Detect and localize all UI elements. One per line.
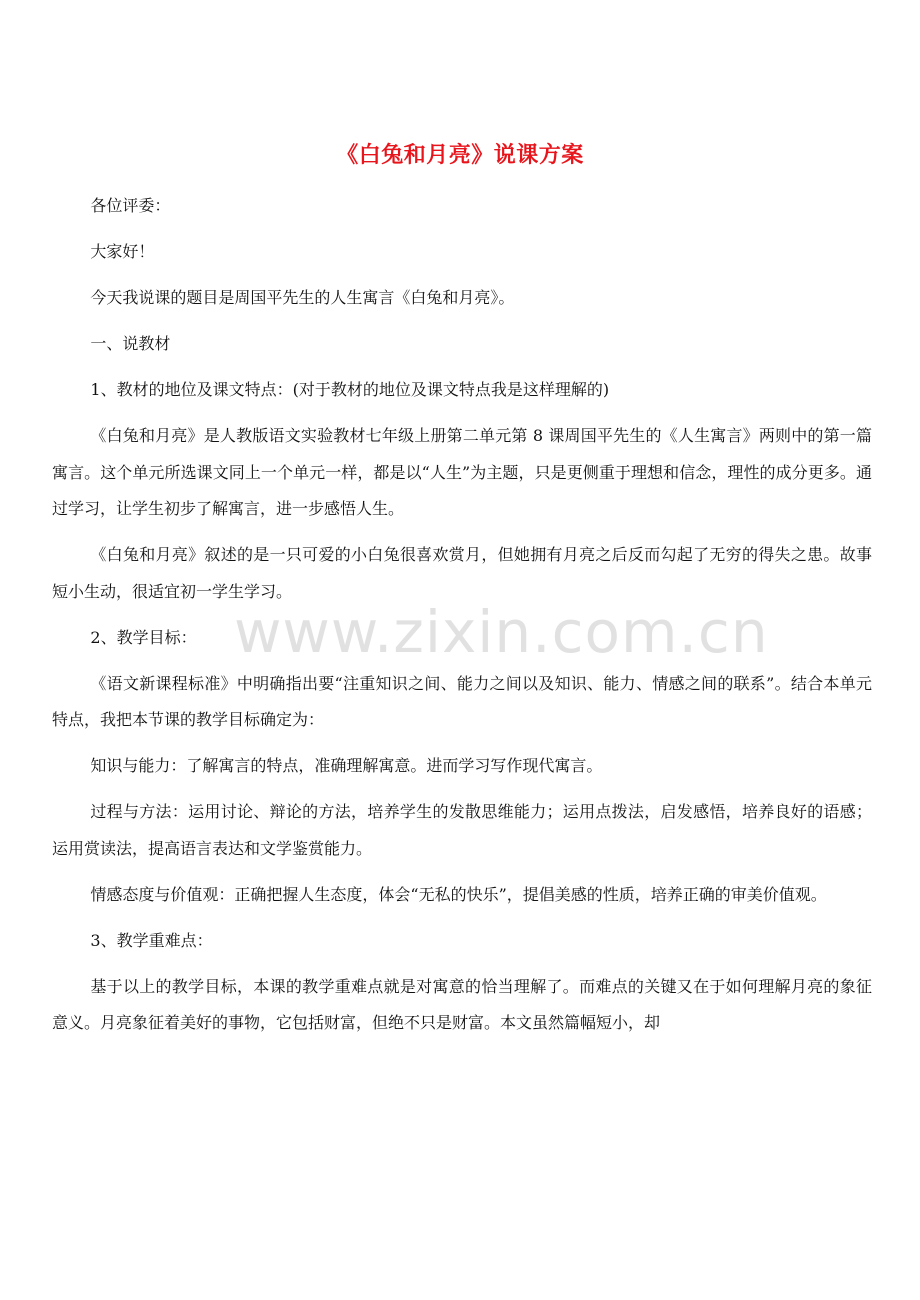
subsection-heading: 2、教学目标：: [90, 627, 197, 647]
watermark: www.zixin.com.cn: [234, 598, 769, 666]
paragraph: 知识与能力：了解寓言的特点，准确理解寓意。进而学习写作现代寓言。: [90, 756, 603, 775]
paragraph: 《白兔和月亮》是人教版语文实验教材七年级上册第二单元第 8 课周国平先生的《人生寓言》两则中的第一篇寓言。这个单元所选课文同上一个单元一样，都是以“人生”为主题，只是更侧重于理想和信念，理性的成分更多。通过学习，让学生初步了解寓言，进一步感悟人生。: [52, 426, 872, 518]
section-heading: 一、说教材: [90, 334, 171, 353]
paragraph: 情感态度与价值观：正确把握人生态度，体会“无私的快乐”，提倡美感的性质，培养正确的审美价值观。: [90, 884, 827, 904]
document-title: 《白兔和月亮》说课方案: [336, 143, 584, 168]
paragraph: 《语文新课程标准》中明确指出要“注重知识之间、能力之间以及知识、能力、情感之间的联系”。结合本单元特点，我把本节课的教学目标确定为：: [52, 673, 872, 729]
paragraph: 各位评委：: [90, 196, 171, 215]
paragraph: 今天我说课的题目是周国平先生的人生寓言《白兔和月亮》。: [90, 288, 515, 307]
subsection-heading: 1、教材的地位及课文特点：(对于教材的地位及课文特点我是这样理解的): [90, 380, 610, 399]
subsection-heading: 3、教学重难点：: [90, 930, 213, 950]
paragraph: 基于以上的教学目标，本课的教学重难点就是对寓意的恰当理解了。而难点的关键又在于如何理解月亮的象征意义。月亮象征着美好的事物，它包括财富，但绝不只是财富。本文虽然篇幅短小，却: [52, 976, 872, 1032]
paragraph: 大家好！: [90, 242, 155, 261]
paragraph: 过程与方法：运用讨论、辩论的方法，培养学生的发散思维能力；运用点拨法，启发感悟，培养良好的语感；运用赏读法，提高语言表达和文学鉴赏能力。: [52, 802, 872, 858]
paragraph: 《白兔和月亮》叙述的是一只可爱的小白兔很喜欢赏月，但她拥有月亮之后反而勾起了无穷的得失之患。故事短小生动，很适宜初一学生学习。: [52, 545, 872, 601]
document-body: [52, 188, 872, 1051]
